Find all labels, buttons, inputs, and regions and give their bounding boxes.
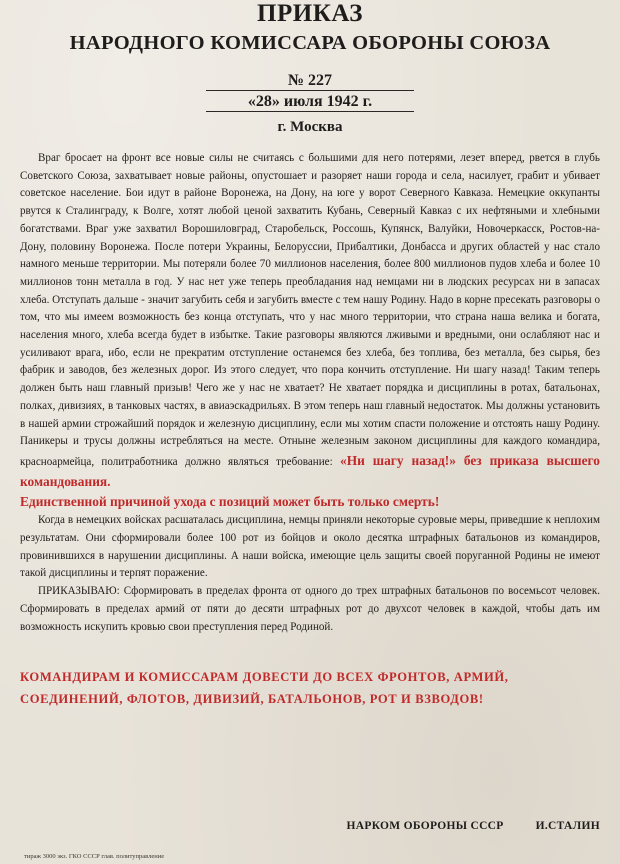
paragraph-main-text: Враг бросает на фронт все новые силы не считаясь с большими для него потерями, лезет вперед, рвется в глубь Советского Союза, захватывает новые районы, опустошает и разоряет наши города и села, насилует, грабит и убивает советское население. Бои идут в районе Воронежа, на Дону, на юге у ворот Северного Кавказа. Немецкие оккупанты рвутся к Сталинграду, к Волге, хотят любой ценой захватить Кубань, Северный Кавказ с их нефтяными и хлебными богатствами. Враг уже захватил Ворошиловград, Старобельск, Россошь, Купянск, Валуйки, Новочеркасск, Ростов-на-Дону, половину Воронежа. После потери Украины, Белоруссии, Прибалтики, Донбасса и других областей у нас стало намного меньше территории. Мы потеряли более 70 миллионов населения, более 800 миллионов пудов хлеба и более 10 миллионов тонн металла в год. У нас нет уже теперь преобладания над немцами ни в людских ресурсах ни в запасах хлеба. Отступать дальше - значит загубить себя и загубить вместе с тем нашу Родину. Надо в корне пресекать разговоры о том, что мы имеем возможность без конца отступать, что у нас много территории, что страна наша велика и богата, населения много, хлеба всегда будет в избытке. Такие разговоры являются лживыми и вредными, они ослабляют нас и усиливают врага, ибо, если не прекратим отступление останемся без хлеба, без топлива, без металла, без сырья, без фабрик и заводов, без железных дорог. Из этого следует, что пора кончить отступление. Ни шагу назад! Таким теперь должен быть наш главный призыв! Чего же у нас не хватает? Не хватает порядка и дисциплины в ротах, батальонах, полках, дивизиях, в танковых частях, в авиаэскадрильях. В этом теперь наш главный недостаток. Мы должны установить в нашей армии строжайший порядок и железную дисциплину, если мы хотим спасти положение и отстоять нашу Родину. Паникеры и трусы должны истребляться на месте. Отныне железным законом дисциплины для каждого командира, красноармейца, политработника должно являться требование: [20,152,600,468]
signature [347,820,600,832]
divider [206,111,414,112]
paragraph-main [20,150,600,512]
signature-position: НАРКОМ ОБОРОНЫ СССР [346,820,504,832]
signature-name: И.СТАЛИН [535,820,600,832]
print-footer: тираж 3000 экз. ГКО СССР глав. политуправление [24,853,165,860]
final-directive: КОМАНДИРАМ И КОМИССАРАМ ДОВЕСТИ ДО ВСЕХ ФРОНТОВ, АРМИЙ, СОЕДИНЕНИЙ, ФЛОТОВ, ДИВИЗИЙ, БАТАЛЬОНОВ, РОТ И ВЗВОДОВ! [20,670,509,707]
document-title: ПРИКАЗ [257,0,363,27]
order-place: г. Москва [277,119,343,135]
paragraph-german-discipline: Когда в немецких войсках расшаталась дисциплина, немцы приняли некоторые суровые меры, приведшие к неплохим результатам. Они сформировали более 100 рот из бойцов и около десятка штрафных батальонов из командиров, провинившихся в нарушении дисциплины. А наши войска, имеющие цель защиты своей поруганной Родины не имеют такой дисциплины и терпят поражение. [20,514,600,580]
order-meta [14,71,606,136]
order-number: № 227 [287,72,333,89]
divider [206,90,414,91]
order-date: «28» июля 1942 г. [247,93,373,110]
order-paragraph [20,583,600,636]
document-subtitle: НАРОДНОГО КОМИССАРА ОБОРОНЫ СОЮЗА [69,32,551,54]
document-body [14,150,606,636]
order-text: Сформировать в пределах фронта от одного до трех штрафных батальонов по восемьсот человек. Сформировать в пределах армий от пяти до десяти штрафных рот до двухсот человек в каждой, чтобы дать им возможность искупить кровью свои преступления перед Родиной. [20,585,600,633]
order-keyword: ПРИКАЗЫВАЮ: [38,585,120,598]
slogan-only-death: Единственной причиной ухода с позиций может быть только смерть! [20,494,440,510]
slogan-no-step-back: «Ни шагу назад!» без приказа высшего командования. [20,452,600,489]
